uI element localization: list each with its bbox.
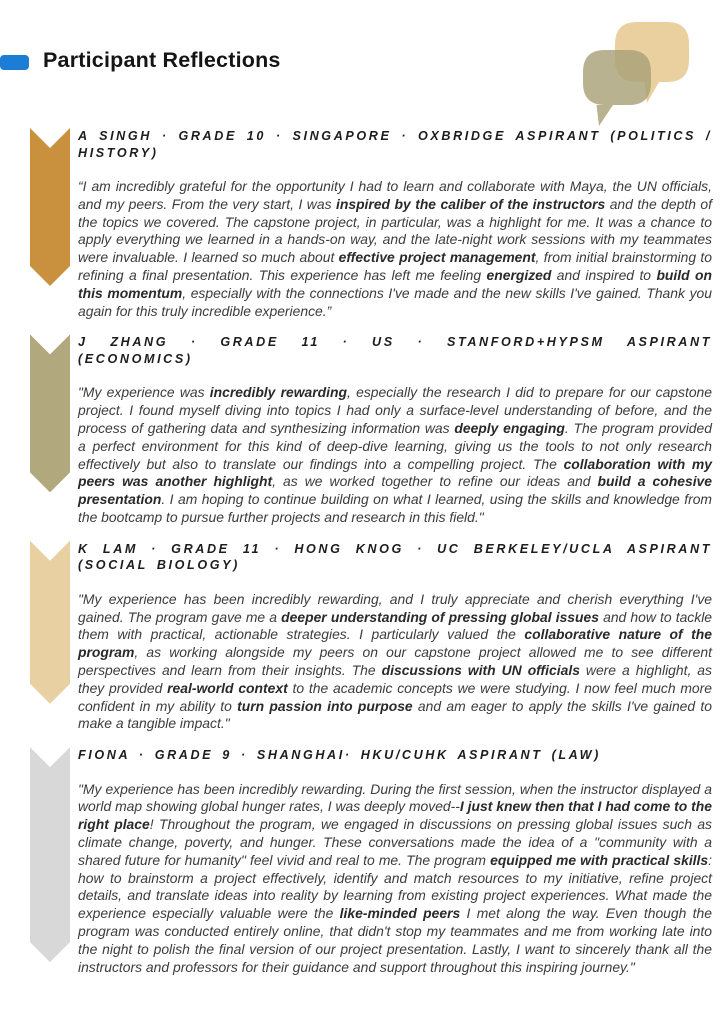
title-accent-bar <box>0 55 29 70</box>
participant-heading: A SINGH · GRADE 10 · SINGAPORE · OXBRIDGE ASPIRANT (POLITICS / HISTORY) <box>78 129 712 160</box>
participant-heading: FIONA · GRADE 9 · SHANGHAI· HKU/CUHK ASPIRANT (LAW) <box>78 748 601 763</box>
speech-bubbles-icon <box>583 22 715 130</box>
speech-bubbles-svg <box>583 22 715 130</box>
reflection-section <box>30 541 712 733</box>
reflection-section <box>30 334 712 526</box>
page-header <box>0 0 724 122</box>
participant-quote: "My experience was incredibly rewarding, especially the research I did to prepare for our capstone project. I found myself diving into topics I had only a surface-level understanding of before, and the process of gathering data and synthesizing information was deeply engaging. The program provided a perfect environment for this kind of deep-dive learning, giving us the tools to not only research effectively but also to translate our findings into a compelling project. The collaboration with my peers was another highlight, as we worked together to refine our ideas and build a cohesive presentation. I am hoping to continue building on what I learned, using the skills and knowledge from the bootcamp to pursue further projects and research in this field." <box>78 384 713 525</box>
participant-quote: “I am incredibly grateful for the opportunity I had to learn and collaborate with Maya, the UN officials, and my peers. From the very start, I was inspired by the caliber of the instructors and the depth of the topics we covered. The capstone project, in particular, was a highlight for me. It was a chance to apply everything we learned in a hands-on way, and the late-night work sessions with my teammates were invaluable. I learned so much about effective project management, from initial brainstorming to refining a final presentation. This experience has left me feeling energized and inspired to build on this momentum, especially with the connections I've made and the new skills I've gained. Thank you again for this truly incredible experience.” <box>78 178 713 319</box>
reflection-content <box>78 541 712 733</box>
participant-heading: J ZHANG · GRADE 11 · US · STANFORD+HYPSM ASPIRANT (ECONOMICS) <box>78 335 712 366</box>
participant-heading: K LAM · GRADE 11 · HONG KNOG · UC BERKELEY/UCLA ASPIRANT (SOCIAL BIOLOGY) <box>78 541 712 573</box>
reflection-section <box>30 128 712 320</box>
participant-quote: "My experience has been incredibly rewarding, and I truly appreciate and cherish everything I've gained. The program gave me a deeper understanding of pressing global issues and how to tackle them with practical, actionable strategies. I particularly valued the collaborative nature of the program, as working alongside my peers on our capstone project allowed me to see different perspectives and learn from their insights. The discussions with UN officials were a highlight, as they provided real-world context to the academic concepts we were studying. I now feel much more confident in my ability to turn passion into purpose and am eager to apply the skills I've gained to make a tangible impact." <box>78 590 713 732</box>
reflection-content <box>78 747 712 976</box>
chevron-ribbon-icon <box>30 747 70 962</box>
reflection-content <box>78 334 712 526</box>
chevron-ribbon-icon <box>30 334 70 492</box>
reflection-content <box>78 128 712 320</box>
speech-bubble-front-icon <box>583 50 651 126</box>
chevron-ribbon-icon <box>30 128 70 286</box>
chevron-ribbon-icon <box>30 541 70 704</box>
reflection-section <box>30 747 712 976</box>
page-title: Participant Reflections <box>43 48 281 72</box>
participant-quote: "My experience has been incredibly rewarding. During the first session, when the instructor displayed a world map showing global hunger rates, I was deeply moved--I just knew then that I had come to the right place! Throughout the program, we engaged in discussions on pressing global issues such as climate change, poverty, and hunger. These conversations made the idea of a "community with a shared future for humanity" feel vivid and real to me. The program equipped me with practical skills: how to brainstorm a project effectively, identify and match resources to my initiative, refine project details, and translate ideas into reality by learning from existing project experiences. What made the experience especially valuable were the like-minded peers I met along the way. Even though the program was conducted entirely online, that didn't stop my teammates and me from working late into the night to polish the final version of our project presentation. Lastly, I want to sincerely thank all the instructors and professors for their guidance and support throughout this inspiring journey." <box>78 780 713 975</box>
reflections-list <box>0 122 724 976</box>
